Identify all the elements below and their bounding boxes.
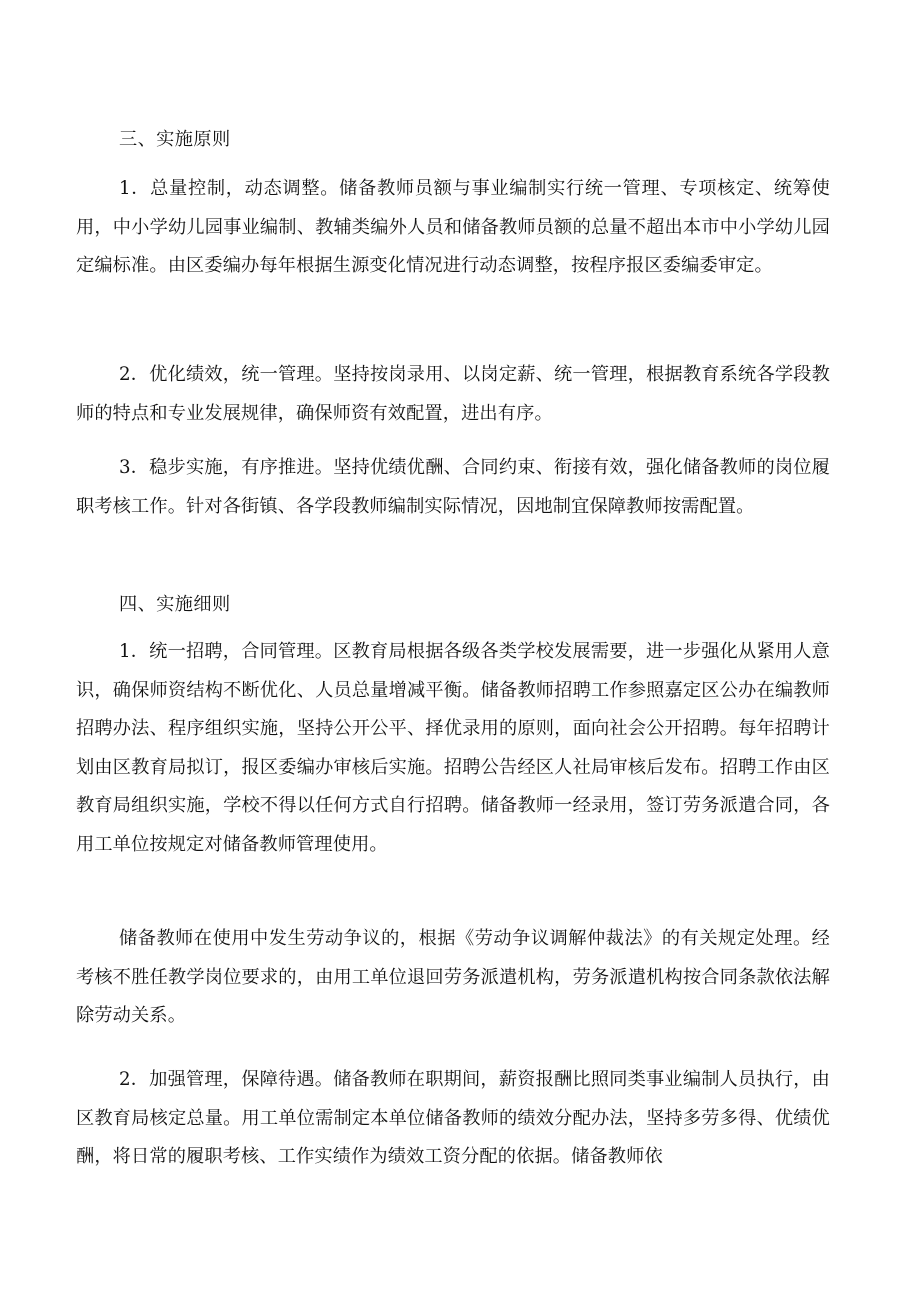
paragraph-principle-2: 2．优化绩效，统一管理。坚持按岗录用、以岗定薪、统一管理，根据教育系统各学段教师的特点和专业发展规律，确保师资有效配置，进出有序。 xyxy=(76,364,830,424)
paragraph-principle-1: 1．总量控制，动态调整。储备教师员额与事业编制实行统一管理、专项核定、统筹使用，中小学幼儿园事业编制、教辅类编外人员和储备教师员额的总量不超出本市中小学幼儿园定编标准。由区委编办每年根据生源变化情况进行动态调整，按程序报区委编委审定。 xyxy=(76,178,830,276)
section-heading-implementation-rules: 四、实施细则 xyxy=(119,594,231,615)
paragraph-labor-dispute: 储备教师在使用中发生劳动争议的，根据《劳动争议调解仲裁法》的有关规定处理。经考核不胜任教学岗位要求的，由用工单位退回劳务派遣机构，劳务派遣机构按合同条款依法解除劳动关系。 xyxy=(76,928,830,1026)
paragraph-rule-1: 1．统一招聘，合同管理。区教育局根据各级各类学校发展需要，进一步强化从紧用人意识，确保师资结构不断优化、人员总量增减平衡。储备教师招聘工作参照嘉定区公办在编教师招聘办法、程序组织实施，坚持公开公平、择优录用的原则，面向社会公开招聘。每年招聘计划由区教育局拟订，报区委编办审核后实施。招聘公告经区人社局审核后发布。招聘工作由区教育局组织实施，学校不得以任何方式自行招聘。储备教师一经录用，签订劳务派遣合同，各用工单位按规定对储备教师管理使用。 xyxy=(76,641,830,855)
paragraph-rule-2: 2．加强管理，保障待遇。储备教师在职期间，薪资报酬比照同类事业编制人员执行，由区教育局核定总量。用工单位需制定本单位储备教师的绩效分配办法，坚持多劳多得、优绩优酬，将日常的履职考核、工作实绩作为绩效工资分配的依据。储备教师依 xyxy=(76,1069,830,1167)
section-heading-implementation-principles: 三、实施原则 xyxy=(119,129,231,150)
paragraph-principle-3: 3．稳步实施，有序推进。坚持优绩优酬、合同约束、衔接有效，强化储备教师的岗位履职考核工作。针对各街镇、各学段教师编制实际情况，因地制宜保障教师按需配置。 xyxy=(76,457,830,517)
